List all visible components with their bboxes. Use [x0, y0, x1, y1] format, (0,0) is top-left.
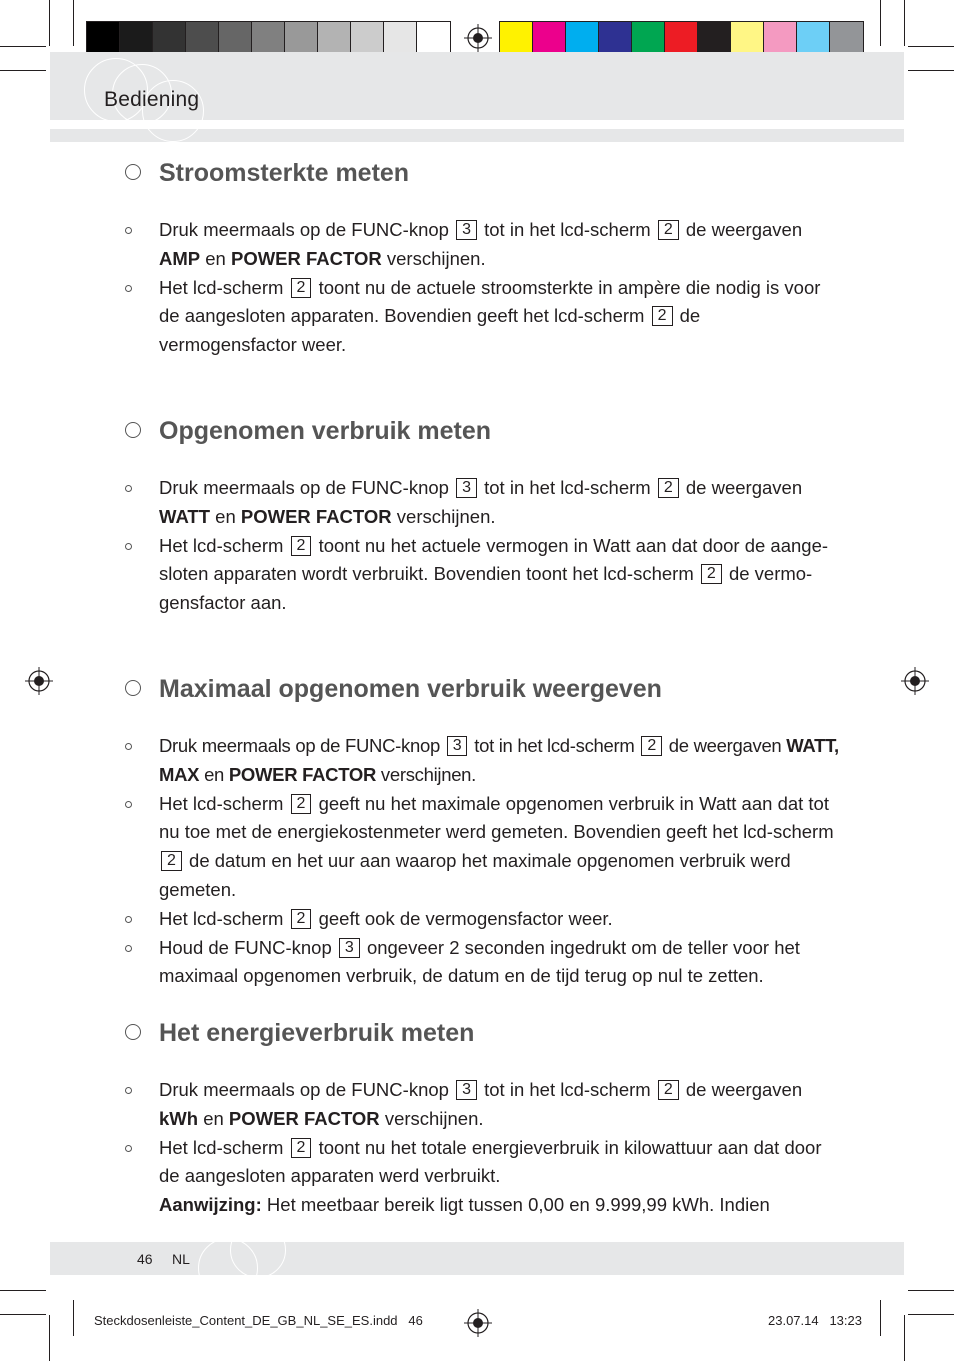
section-heading: Stroomsterkte meten [122, 158, 842, 188]
color-swatch [698, 22, 731, 54]
section-energieverbruik [122, 1018, 842, 1220]
gray-swatch [87, 22, 120, 54]
color-swatch [566, 22, 599, 54]
bullet-icon [125, 945, 132, 952]
note-text: Het meetbaar bereik ligt tussen 0,00 en 9.999,99 kWh. Indien [266, 1194, 770, 1216]
registration-mark-icon [464, 1309, 492, 1337]
page-language: NL [172, 1251, 190, 1267]
color-swatch [665, 22, 698, 54]
color-swatch [500, 22, 533, 54]
process-color-bar [499, 21, 864, 55]
crop-mark [908, 1290, 954, 1291]
crop-mark [49, 0, 50, 46]
bullet-icon [125, 1087, 132, 1094]
gray-swatch [318, 22, 351, 54]
registration-mark-icon [901, 667, 929, 695]
list-item: Het lcd-scherm 2 geeft ook de vermogensfactor weer. [122, 905, 842, 934]
crop-mark [73, 0, 74, 46]
list-item: Het lcd-scherm 2 toont nu het actuele vermogen in Watt aan dat door de aange-sloten apparaten wordt verbruikt. Bovendien toont het lcd-scherm 2 de vermo-gensfactor aan. [122, 532, 842, 618]
list-item: Het lcd-scherm 2 geeft nu het maximale opgenomen verbruik in Watt aan dat tot nu toe met de energiekostenmeter werd gemeten. Bovendien geeft het lcd-scherm 2 de datum en het uur aan waarop het maximale opgenomen verbruik werd gemeten. [122, 790, 842, 905]
crop-mark [0, 46, 46, 47]
crop-mark [908, 70, 954, 71]
color-swatch [797, 22, 830, 54]
gray-swatch [186, 22, 219, 54]
color-swatch [731, 22, 764, 54]
gray-swatch [351, 22, 384, 54]
bullet-icon [125, 485, 132, 492]
ring-icon [125, 680, 141, 696]
bullet-icon [125, 801, 132, 808]
crop-mark [908, 1314, 954, 1315]
crop-mark [0, 70, 46, 71]
crop-mark [908, 46, 954, 47]
list-item: Houd de FUNC-knop 3 ongeveer 2 seconden ingedrukt om de teller voor het maximaal opgenomen verbruik, de datum en de tijd terug op nul te zetten. [122, 934, 842, 992]
section-opgenomen-verbruik [122, 416, 842, 674]
gray-swatch [285, 22, 318, 54]
list-item: Druk meermaals op de FUNC-knop 3 tot in het lcd-scherm 2 de weergaven WATT en POWER FACTOR verschijnen. [122, 474, 842, 532]
list-item: Druk meermaals op de FUNC-knop 3 tot in het lcd-scherm 2 de weergaven kWh en POWER FACTOR verschijnen. [122, 1076, 842, 1134]
gray-swatch [252, 22, 285, 54]
ring-icon [125, 164, 141, 180]
bullet-icon [125, 1145, 132, 1152]
decorative-circle [230, 1242, 286, 1275]
crop-mark [73, 1300, 74, 1336]
bullet-icon [125, 743, 132, 750]
color-swatch [632, 22, 665, 54]
color-swatch [533, 22, 566, 54]
color-swatch [599, 22, 632, 54]
list-item: Druk meermaals op de FUNC-knop 3 tot in het lcd-scherm 2 de weergaven AMP en POWER FACTOR verschijnen. [122, 216, 842, 274]
section-maximaal-verbruik [122, 674, 842, 1018]
gray-swatch [417, 22, 450, 54]
registration-mark-icon [25, 667, 53, 695]
ring-icon [125, 1024, 141, 1040]
section-heading: Opgenomen verbruik meten [122, 416, 842, 446]
color-swatch [830, 22, 863, 54]
crop-mark [904, 0, 905, 46]
list-item: Het lcd-scherm 2 toont nu het totale energieverbruik in kilowattuur aan dat door de aangesloten apparaten werd verbruikt. Aanwijzing: Het meetbaar bereik ligt tussen 0,00 en 9.999,99 kWh. Indien [122, 1134, 842, 1220]
crop-mark [49, 1315, 50, 1361]
ring-icon [125, 422, 141, 438]
list-item: Druk meermaals op de FUNC-knop 3 tot in het lcd-scherm 2 de weergaven WATT, MAX en POWER FACTOR verschijnen. [122, 732, 842, 790]
section-stroomsterkte [122, 158, 842, 416]
registration-mark-icon [464, 24, 492, 52]
gray-swatch [219, 22, 252, 54]
page-number: 46 [137, 1251, 153, 1267]
main-content [122, 158, 842, 1220]
crop-mark [0, 1314, 46, 1315]
gray-swatch [153, 22, 186, 54]
section-heading: Het energieverbruik meten [122, 1018, 842, 1048]
bullet-icon [125, 916, 132, 923]
bullet-icon [125, 285, 132, 292]
slug-filename: Steckdosenleiste_Content_DE_GB_NL_SE_ES.indd 46 [94, 1313, 423, 1328]
crop-mark [880, 1300, 881, 1336]
slug-date: 23.07.14 13:23 [768, 1313, 862, 1328]
gray-color-bar [86, 21, 451, 55]
bullet-icon [125, 543, 132, 550]
crop-mark [0, 1290, 46, 1291]
gray-swatch [120, 22, 153, 54]
list-item: Het lcd-scherm 2 toont nu de actuele stroomsterkte in ampère die nodig is voor de aangesloten apparaten. Bovendien geeft het lcd-scherm 2 de vermogensfactor weer. [122, 274, 842, 360]
crop-mark [904, 1315, 905, 1361]
bullet-icon [125, 227, 132, 234]
note-label: Aanwijzing: [159, 1194, 262, 1216]
section-heading: Maximaal opgenomen verbruik weergeven [122, 674, 842, 704]
gray-swatch [384, 22, 417, 54]
page-section-title: Bediening [104, 88, 200, 111]
color-swatch [764, 22, 797, 54]
crop-mark [880, 0, 881, 46]
